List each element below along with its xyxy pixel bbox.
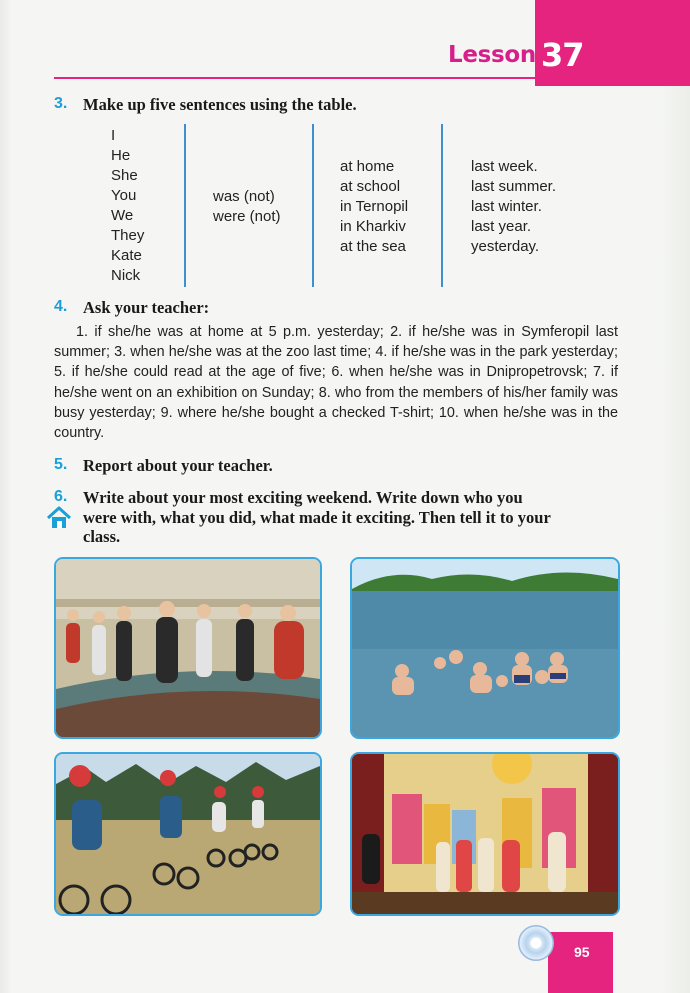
- table-cell: They: [111, 227, 145, 244]
- table-cell: I: [111, 127, 116, 144]
- table-verbs: [213, 187, 281, 227]
- table-times: [471, 157, 556, 257]
- exercise-4-title: Ask your teacher:: [83, 298, 210, 317]
- lesson-label: Lesson: [448, 42, 537, 68]
- table-cell: Kate: [111, 247, 142, 264]
- house-icon: [46, 506, 72, 535]
- header-rule: [54, 77, 535, 79]
- exercise-6-title-line1: Write about your most exciting weekend. Write down who you: [83, 488, 523, 507]
- table-cell: You: [111, 187, 137, 204]
- table-subjects: [111, 126, 144, 286]
- exercise-6-title-line3: class.: [83, 527, 121, 546]
- table-cell: He: [111, 147, 131, 164]
- exercise-5-title: Report about your teacher.: [83, 456, 273, 475]
- page-number: 95: [574, 944, 590, 960]
- table-cell: last winter.: [471, 198, 542, 215]
- table-cell: at school: [340, 178, 401, 195]
- table-cell: in Kharkiv: [340, 218, 406, 235]
- photo-swimming: [350, 557, 620, 739]
- table-cell: was (not): [213, 188, 275, 205]
- table-cell: Nick: [111, 267, 141, 284]
- exercise-6-number: 6.: [54, 488, 68, 505]
- photo-party: [54, 557, 322, 739]
- photo-cycling: [54, 752, 322, 916]
- exercise-3-title: Make up five sentences using the table.: [83, 95, 357, 114]
- table-cell: last summer.: [471, 178, 557, 195]
- ask-teacher-text: 1. if she/he was at home at 5 p.m. yesterday; 2. if he/she was in Symferopil last summer; 3. when he/she was at the zoo last time; 4. if he/she was in the park yesterday; 5. if he/she could read at the age of five; 6. when he/she was in Dnipropetrovsk; 7. if he/she went on an exhibition on Sunday; 8. who from the members of his/her family was busy yesterday; 9. where he/she bought a checked T-shirt; 10. when he/she was in the country.: [54, 324, 618, 442]
- photo-stage: [350, 752, 620, 916]
- table-cell: last week.: [471, 158, 538, 175]
- table-cell: yesterday.: [471, 238, 540, 255]
- exercise-6-title-line2: were with, what you did, what made it exciting. Then tell it to your: [83, 508, 551, 527]
- lesson-number: 37: [541, 36, 584, 74]
- table-cell: at the sea: [340, 238, 406, 255]
- page-number-box: [548, 932, 613, 993]
- table-divider: [312, 124, 314, 287]
- exercise-4-number: 4.: [54, 298, 68, 315]
- exercise-3-number: 3.: [54, 95, 68, 112]
- table-places: [340, 157, 408, 257]
- table-divider: [184, 124, 186, 287]
- table-cell: We: [111, 207, 134, 224]
- table-cell: in Ternopil: [340, 198, 409, 215]
- table-cell: were (not): [213, 208, 281, 225]
- table-cell: last year.: [471, 218, 532, 235]
- table-divider: [441, 124, 443, 287]
- table-cell: at home: [340, 158, 395, 175]
- table-cell: She: [111, 167, 138, 184]
- disc-icon: [518, 925, 554, 961]
- exercise-5-number: 5.: [54, 456, 68, 473]
